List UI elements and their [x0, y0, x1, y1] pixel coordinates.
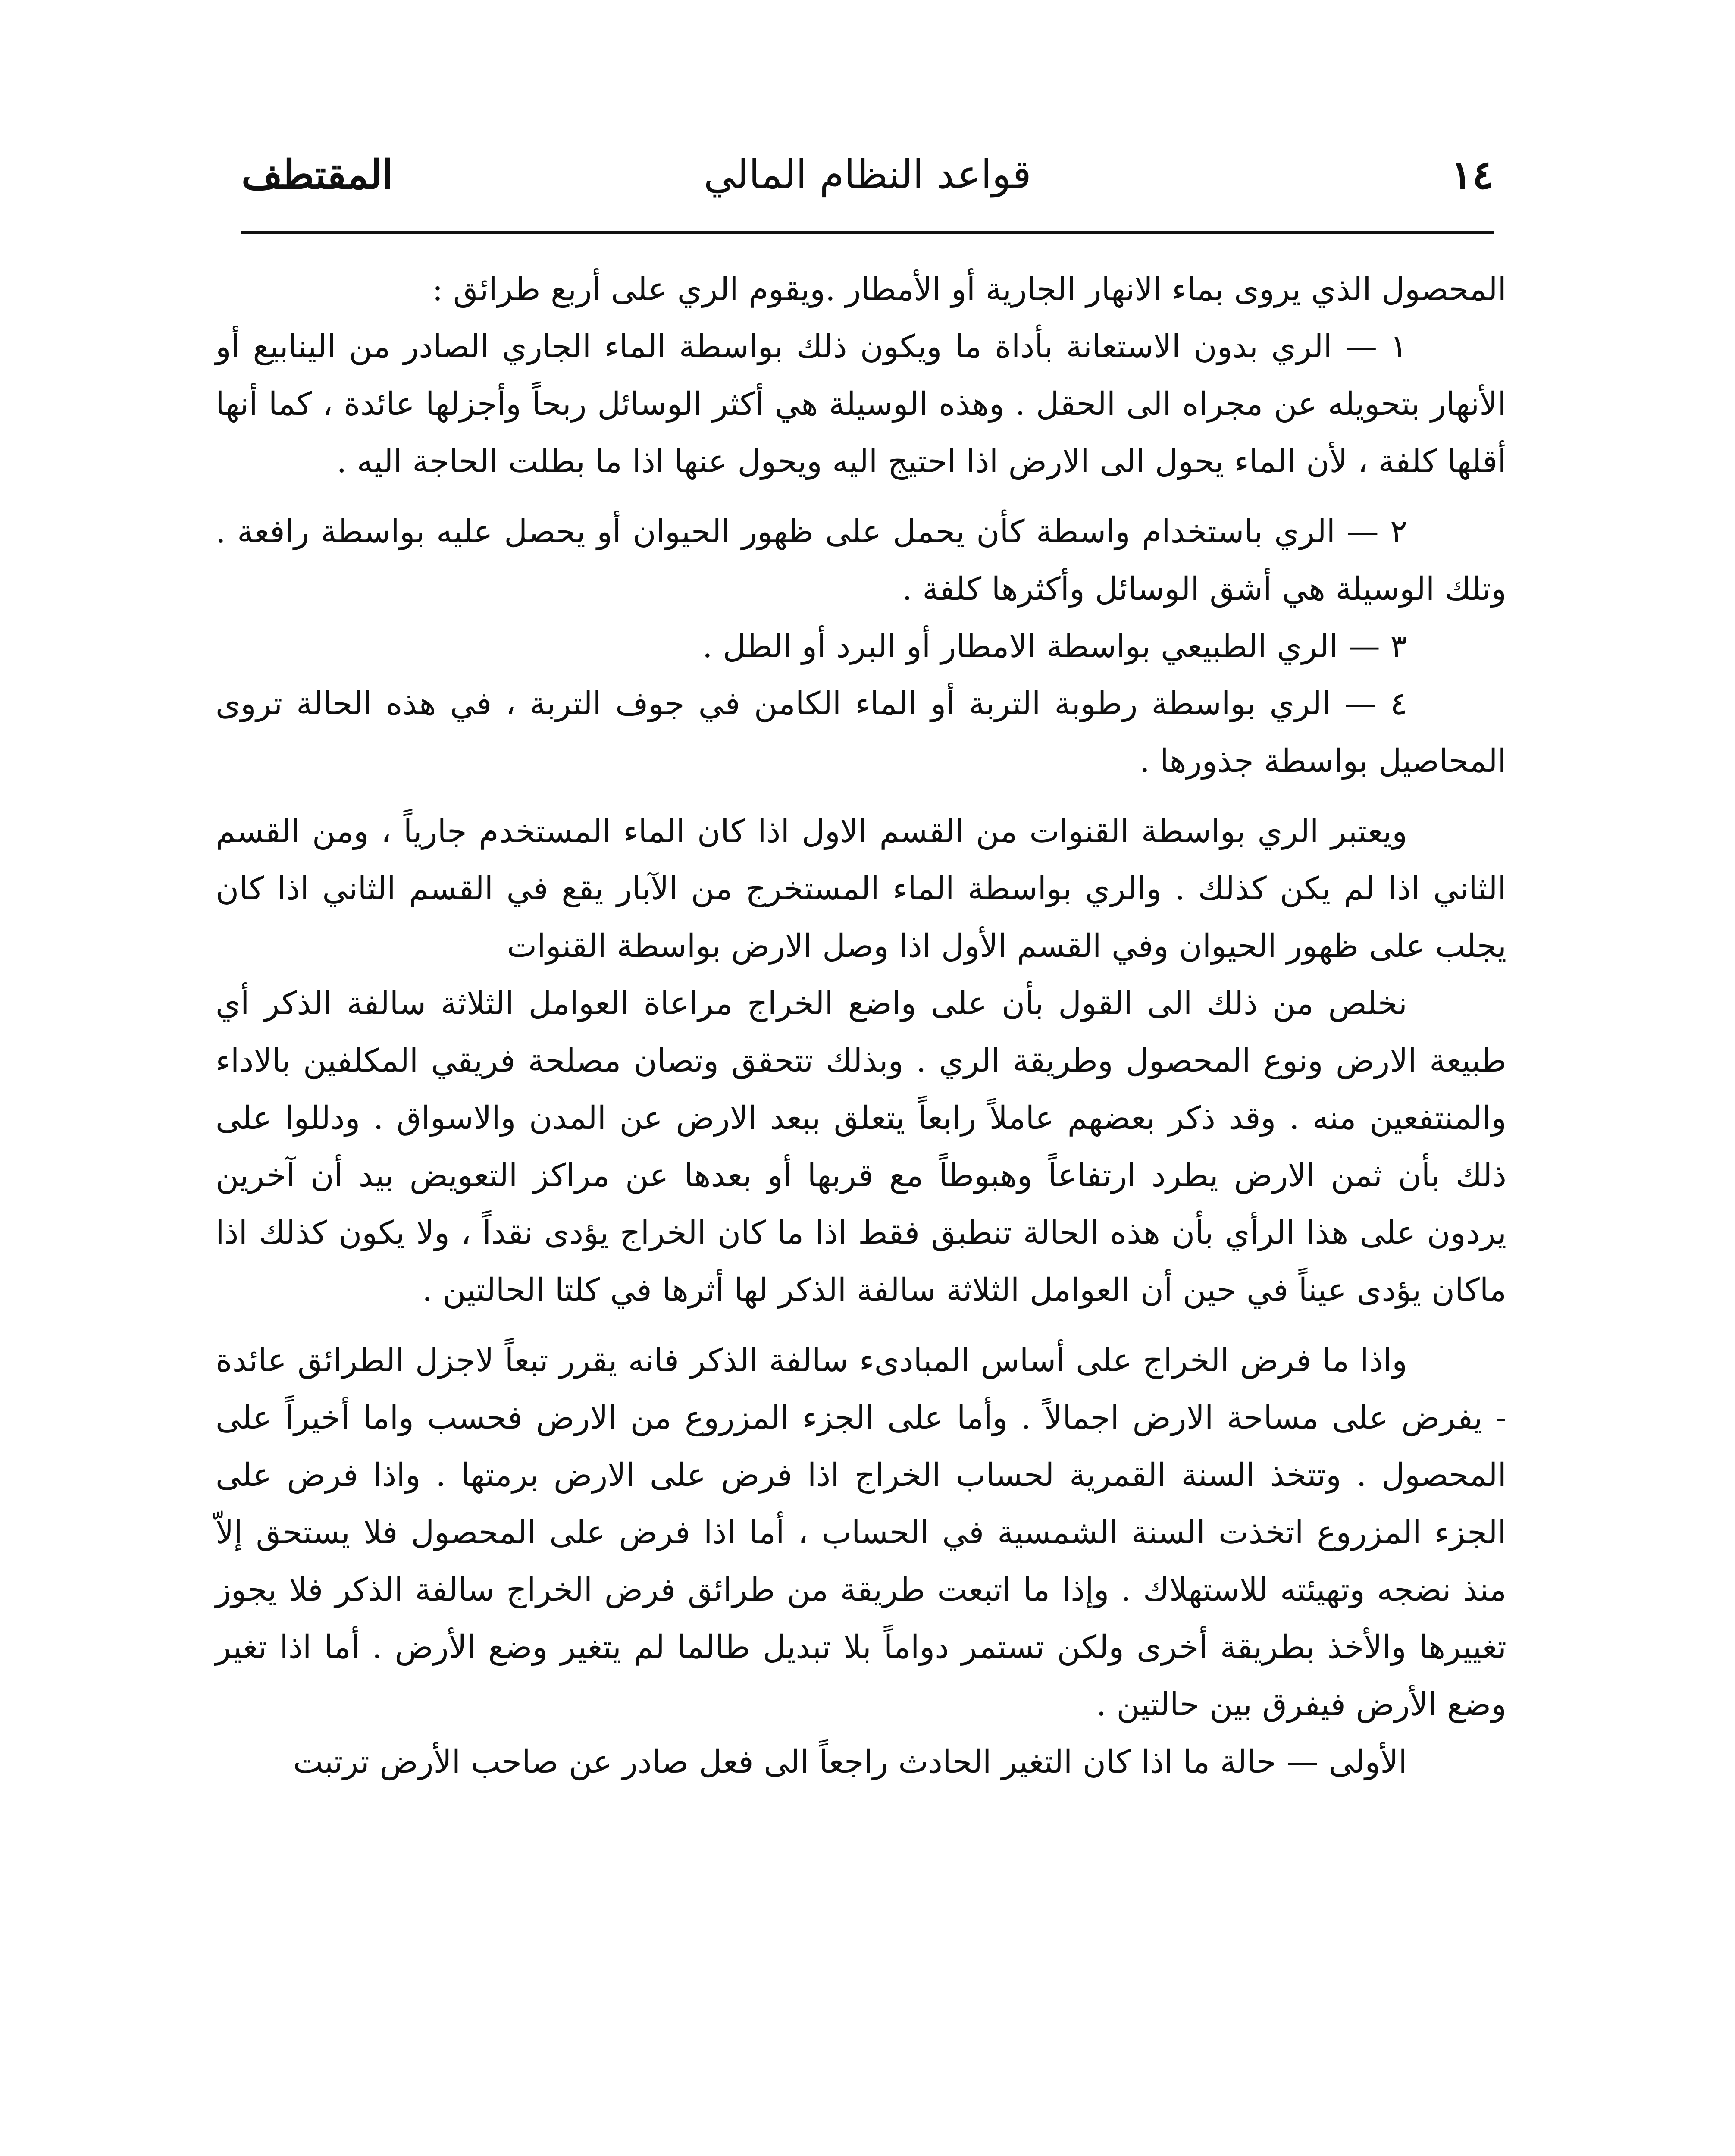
paragraph-method-3: ٣ — الري الطبيعي بواسطة الامطار أو البرد أو الطل .	[702, 628, 1407, 665]
running-title: قواعد النظام المالي	[703, 151, 1032, 197]
paragraph-first-case: الأولى — حالة ما اذا كان التغير الحادث راجعاً الى فعل صادر عن صاحب الأرض ترتبت	[293, 1743, 1407, 1780]
paragraph-assessment: واذا ما فرض الخراج على أساس المبادىء سالفة الذكر فانه يقرر تبعاً لاجزل الطرائق عائدة - يفرض على مساحة الارض اجمالاً . وأما على الجزء المزروع من الارض فحسب واما أخيراً على المحصول . وتتخذ السنة القمرية لحساب الخراج اذا فرض على الارض برمتها . واذا فرض على الجزء المزروع اتخذت السنة الشمسية في الحساب ، أما اذا فرض على المحصول فلا يستحق إلاّ منذ نضجه وتهيئته للاستهلاك . وإذا ما اتبعت طريقة من طرائق فرض الخراج سالفة الذكر فلا يجوز تغييرها والأخذ بطريقة أخرى ولكن تستمر دواماً بلا تبديل طالما لم يتغير وضع الأرض . أما اذا تغير وضع الأرض فيفرق بين حالتين .	[216, 1342, 1506, 1723]
paragraph-canals: ويعتبر الري بواسطة القنوات من القسم الاول اذا كان الماء المستخدم جارياً ، ومن القسم الثاني اذا لم يكن كذلك . والري بواسطة الماء المستخرج من الآبار يقع في القسم الثاني اذا كان يجلب على ظهور الحيوان وفي القسم الأول اذا وصل الارض بواسطة القنوات	[216, 813, 1506, 965]
paragraph-method-1: ١ — الري بدون الاستعانة بأداة ما ويكون ذلك بواسطة الماء الجاري الصادر من الينابيع أو الأنهار بتحويله عن مجراه الى الحقل . وهذه الوسيلة هي أكثر الوسائل ربحاً وأجزلها عائدة ، كما أنها أقلها كلفة ، لأن الماء يحول الى الارض اذا احتيج اليه ويحول عنها اذا ما بطلت الحاجة اليه .	[216, 328, 1506, 480]
paragraph-intro: المحصول الذي يروى بماء الانهار الجارية أو الأمطار .ويقوم الري على أربع طرائق :	[432, 271, 1506, 308]
paragraph-method-2: ٢ — الري باستخدام واسطة كأن يحمل على ظهور الحيوان أو يحصل عليه بواسطة رافعة . وتلك الوسيلة هي أشق الوسائل وأكثرها كلفة .	[216, 513, 1506, 608]
paragraph-factors: نخلص من ذلك الى القول بأن على واضع الخراج مراعاة العوامل الثلاثة سالفة الذكر أي طبيعة الارض ونوع المحصول وطريقة الري . وبذلك تتحقق وتصان مصلحة فريقي المكلفين بالاداء والمنتفعين منه . وقد ذكر بعضهم عاملاً رابعاً يتعلق ببعد الارض عن المدن والاسواق . ودللوا على ذلك بأن ثمن الارض يطرد ارتفاعاً وهبوطاً مع قربها أو بعدها عن مراكز التعويض بيد أن آخرين يردون على هذا الرأي بأن هذه الحالة تنطبق فقط اذا ما كان الخراج يؤدى نقداً ، ولا يكون كذلك اذا ماكان يؤدى عيناً في حين أن العوامل الثلاثة سالفة الذكر لها أثرها في كلتا الحالتين .	[216, 985, 1506, 1309]
page-header	[241, 142, 1494, 207]
journal-name: المقتطف	[241, 151, 393, 198]
article-body	[216, 261, 1506, 1791]
page-number: ١٤	[1451, 151, 1494, 198]
header-divider	[241, 231, 1494, 234]
paragraph-method-4: ٤ — الري بواسطة رطوبة التربة أو الماء الكامن في جوف التربة ، في هذه الحالة تروى المحاصيل بواسطة جذورها .	[216, 685, 1506, 780]
